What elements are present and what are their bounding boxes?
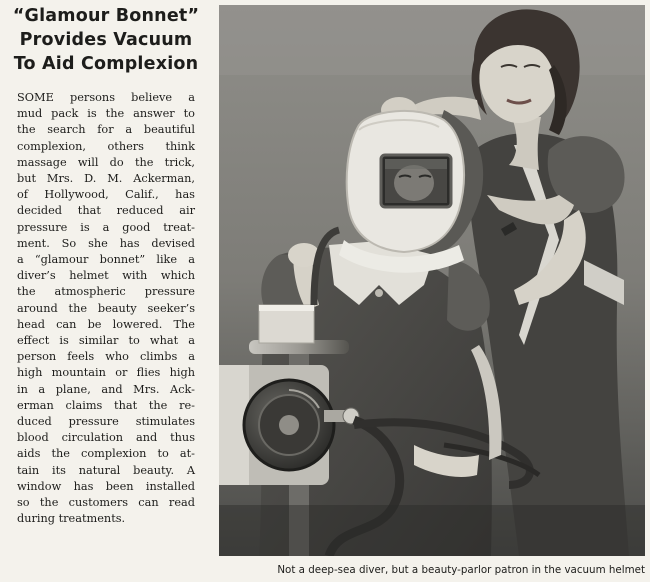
article-line: tain its natural beauty. A <box>17 463 195 477</box>
article-line: mud pack is the answer to <box>17 107 195 121</box>
article-line: effect is similar to what a <box>17 334 195 348</box>
article-line: pressure is a good treat- <box>17 220 195 234</box>
article-line: high mountain or flies high <box>17 366 195 380</box>
article-line: in a plane, and Mrs. Ack- <box>17 382 195 396</box>
article-body <box>17 90 195 527</box>
article-line: ment. So she has devised <box>17 236 195 250</box>
article-line: SOME persons believe a <box>17 91 195 104</box>
article-line: duced pressure stimulates <box>17 415 195 429</box>
article-line: during treatments. <box>17 512 126 526</box>
article-line: so the customers can read <box>17 496 195 510</box>
article-line: person feels who climbs a <box>17 350 195 364</box>
photo-caption: Not a deep-sea diver, but a beauty-parlor patron in the vacuum helmet <box>277 564 645 576</box>
article-line: the atmospheric pressure <box>17 285 195 299</box>
photo-illustration <box>219 5 645 556</box>
article-line: window has been installed <box>17 479 195 493</box>
article-line: but Mrs. D. M. Ackerman, <box>17 172 195 186</box>
article-line: of Hollywood, Calif., has <box>17 188 195 202</box>
article-line: massage will do the trick, <box>17 155 195 169</box>
headline-line-1: “Glamour Bonnet” <box>12 6 200 26</box>
article-line: complexion, others think <box>17 139 195 153</box>
headline <box>8 4 204 76</box>
headline-line-2: Provides Vacuum <box>19 30 193 50</box>
article-line: blood circulation and thus <box>17 431 195 445</box>
article-line: decided that reduced air <box>17 204 195 218</box>
article-line: diver’s helmet with which <box>17 269 195 283</box>
article-line: the search for a beautiful <box>17 123 195 137</box>
article-line: around the beauty seeker’s <box>17 301 195 315</box>
article-line: head can be lowered. The <box>17 317 195 331</box>
article-line: a “glamour bonnet” like a <box>17 253 195 267</box>
photo-vacuum-helmet <box>219 5 645 556</box>
article-line: erman claims that the re- <box>17 398 195 412</box>
headline-line-3: To Aid Complexion <box>13 54 199 74</box>
article-line: aids the complexion to at- <box>17 447 195 461</box>
